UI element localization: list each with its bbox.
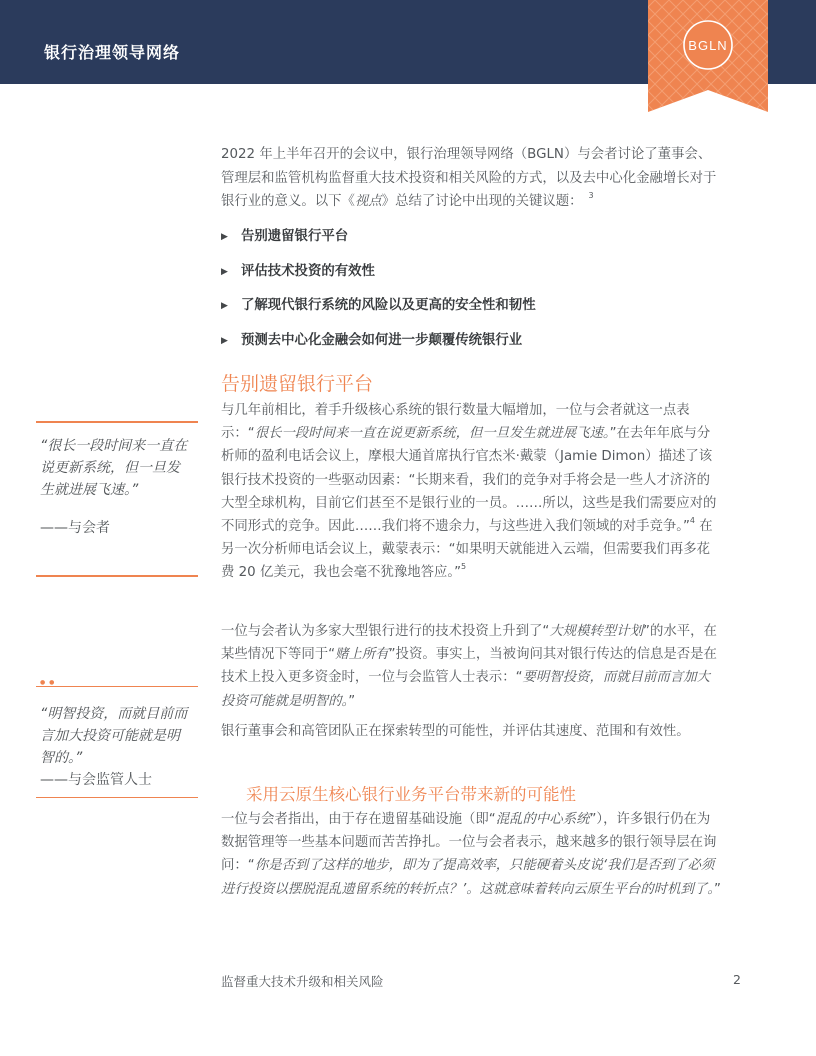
body-paragraph: 银行董事会和高管团队正在探索转型的可能性，并评估其速度、范围和有效性。 [221, 724, 690, 739]
bullet-triangle-icon: ▶ [221, 232, 228, 242]
bullet-triangle-icon: ▶ [221, 301, 228, 311]
logo-text: BGLN [688, 38, 728, 53]
bgln-logo-badge [648, 0, 768, 112]
pullquote-text: “很长一段时间来一直在说更新系统，但一旦发生就进展飞速。” [40, 438, 188, 498]
intro-paragraph: 2022 年上半年召开的会议中，银行治理领导网络（BGLN）与会者讨论了董事会、管理层和监管机构监督重大技术投资和相关风险的方式，以及去中心化金融增长对于银行业的意义。以下《视点》总结了讨论中出现的关键议题： $^3$ [221, 147, 717, 209]
bullet-triangle-icon: ▶ [221, 266, 228, 277]
pullquote-attribution: ——与会监管人士 [40, 772, 152, 788]
footer-title: 监督重大技术升级和相关风险 [221, 974, 384, 989]
pullquote-top-rule [36, 421, 198, 423]
pullquote-dotted-rule: ● ● [40, 679, 56, 686]
pullquote-bottom-rule [36, 797, 198, 798]
list-item: ▶ 评估技术投资的有效性 [221, 261, 721, 296]
list-item: ▶ 告别遗留银行平台 [221, 226, 721, 261]
bullet-triangle-icon: ▶ [221, 335, 228, 346]
pullquote-text: “明智投资，而就目前而言加大投资可能就是明智的。” [40, 706, 188, 766]
subsection-heading: 采用云原生核心银行业务平台带来新的可能性 [246, 785, 576, 804]
body-paragraph: 一位与会者指出，由于存在遗留基础设施（即“混乱的中心系统”），许多银行仍在为数据管理等一些基本问题而苦苦挣扎。一位与会者表示，越来越多的银行领导层在询问：“你是否到了这样的地步，即为了提高效率，只能硬着头皮说‘我们是否到了必须进行投资以摆脱混乱遗留系统的转折点？’。这就意味着转向云原生平台的时机到了。” [221, 812, 721, 897]
key-topics-list [221, 226, 721, 364]
section-heading: 告别遗留银行平台 [221, 373, 374, 395]
pullquote-attribution: ——与会者 [40, 520, 110, 536]
pullquote [40, 435, 192, 539]
body-paragraph: 与几年前相比，着手升级核心系统的银行数量大幅增加，一位与会者就这一点表示：“很长一段时间来一直在说更新系统，但一旦发生就进展飞速。”在去年年底与分析师的盈利电话会议上，摩根大通首席执行官杰米·戴蒙（Jamie Dimon）描述了该银行技术投资的一些驱动因素：“长期来看，我们的竞争对手将会是一些人才济济的大型全球机构，目前它们甚至不是银行业的一员。……所以，这些是我们需要应对的不同形式的竞争。因此……我们将不遗余力，与这些进入我们领域的对手竞争。”$^4$ 在另一次分析师电话会议上，戴蒙表示：“如果明天就能进入云端，但需要我们再多花费 20 亿美元，我也会毫不犹豫地答应。”$^5$ [221, 403, 717, 581]
list-item: ▶ 预测去中心化金融会如何进一步颠覆传统银行业 [221, 330, 721, 365]
pullquote [40, 703, 192, 791]
page-number: 2 [733, 972, 741, 987]
pullquote-top-rule [36, 686, 198, 687]
list-item: ▶ 了解现代银行系统的风险以及更高的安全性和韧性 [221, 295, 721, 330]
header-title: 银行治理领导网络 [44, 43, 181, 62]
pullquote-bottom-rule [36, 575, 198, 577]
body-paragraph: 一位与会者认为多家大型银行进行的技术投资上升到了“大规模转型计划”的水平，在某些情况下等同于“赌上所有”投资。事实上，当被询问其对银行传达的信息是否是在技术上投入更多资金时，一位与会监管人士表示：“要明智投资，而就目前而言加大投资可能就是明智的。” [221, 624, 717, 709]
